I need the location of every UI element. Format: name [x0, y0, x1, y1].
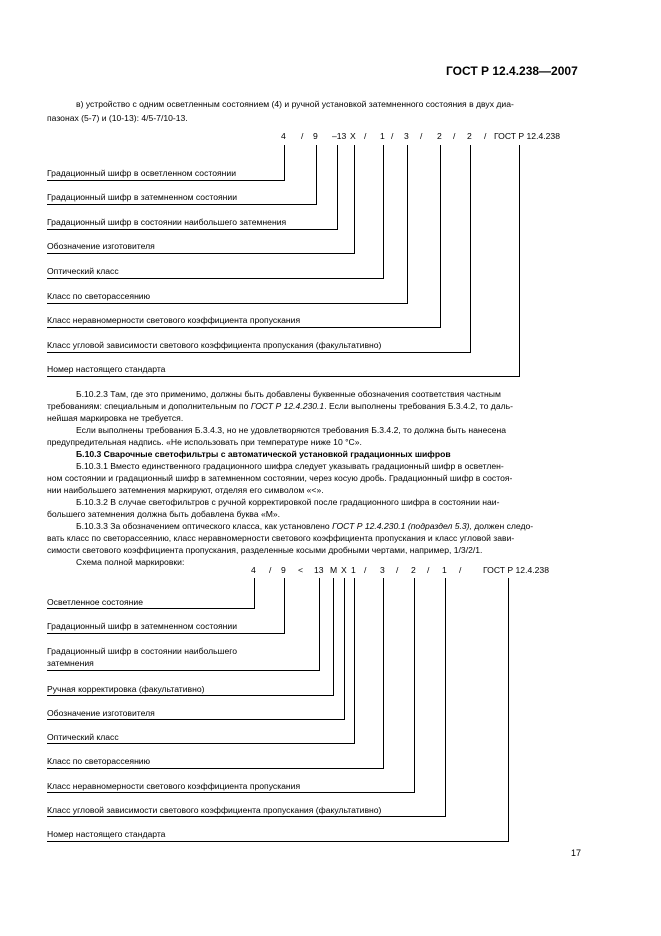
leader-line — [47, 670, 320, 671]
code-char: 2 — [467, 131, 472, 141]
code-char: / — [364, 131, 367, 141]
leader-line — [519, 145, 520, 377]
text: должен следо- — [471, 521, 534, 531]
scheme1-label: Класс угловой зависимости светового коэффициента пропускания (факультативно) — [47, 340, 382, 350]
leader-line — [47, 327, 441, 328]
code-char: M — [330, 565, 338, 575]
paragraph-b1033: симости светового коэффициента пропускания, разделенные косыми дробными чертами, например, 1/3/2/1. — [47, 545, 483, 555]
code-char: / — [364, 565, 367, 575]
leader-line — [383, 145, 384, 279]
leader-line — [47, 352, 471, 353]
paragraph-b1033 — [76, 520, 533, 532]
scheme2-label: Обозначение изготовителя — [47, 708, 155, 718]
code-char: / — [391, 131, 394, 141]
paragraph-b1032: большего затемнения должна быть добавлена буква «М». — [47, 509, 281, 519]
code-char: X — [350, 131, 356, 141]
text: требованиям: специальным и дополнительным по — [47, 401, 251, 411]
code-char: 9 — [281, 565, 286, 575]
leader-line — [337, 145, 338, 230]
leader-line — [47, 229, 338, 230]
paragraph-condition: предупредительная надпись. «Не использовать при температуре ниже 10 °С». — [47, 437, 362, 447]
leader-line — [344, 578, 345, 720]
code-char: –13 — [332, 131, 347, 141]
scheme1-label: Номер настоящего стандарта — [47, 364, 166, 374]
code-char: 4 — [251, 565, 256, 575]
leader-line — [470, 145, 471, 353]
leader-line — [407, 145, 408, 304]
paragraph-b1031: нии наибольшего затемнения маркируют, отделяя его символом «<». — [47, 485, 324, 495]
paragraph-b1033: вать класс по светорассеянию, класс неравномерности светового коэффициента пропускания и класс угловой зави- — [47, 533, 515, 543]
code-char: ГОСТ Р 12.4.238 — [494, 131, 560, 141]
scheme1-label: Класс по светорассеянию — [47, 291, 151, 301]
code-char: ГОСТ Р 12.4.238 — [483, 565, 549, 575]
standard-reference: ГОСТ Р 12.4.230.1 (подраздел 5.3), — [332, 521, 472, 531]
paragraph-b1031: Б.10.3.1 Вместо единственного градационного шифра следует указывать градационный шифр в осветлен- — [76, 461, 504, 471]
code-char: X — [341, 565, 347, 575]
code-char: / — [427, 565, 430, 575]
leader-line — [47, 633, 285, 634]
code-char: 1 — [351, 565, 356, 575]
leader-line — [47, 719, 345, 720]
paragraph-b1023 — [47, 400, 513, 412]
standard-header: ГОСТ Р 12.4.238—2007 — [446, 64, 578, 78]
leader-line — [284, 145, 285, 181]
leader-line — [440, 145, 441, 328]
leader-line — [47, 253, 355, 254]
leader-line — [47, 816, 446, 817]
paragraph-b1032: Б.10.3.2 В случае светофильтров с ручной корректировкой после градационного шифра в состоянии наи- — [76, 497, 500, 507]
scheme1-label: Градационный шифр в затемненном состоянии — [47, 192, 238, 202]
code-char: 4 — [281, 131, 286, 141]
leader-line — [354, 578, 355, 744]
leader-line — [508, 578, 509, 842]
scheme2-label: Градационный шифр в состоянии наибольшего — [47, 646, 237, 656]
standard-reference: ГОСТ Р 12.4.230.1 — [250, 401, 325, 411]
page-number: 17 — [571, 848, 582, 858]
scheme2-label: Номер настоящего стандарта — [47, 829, 166, 839]
section-heading-b103: Б.10.3 Сварочные светофильтры с автоматической установкой градационных шифров — [76, 449, 451, 459]
scheme2-label: Класс неравномерности светового коэффициента пропускания — [47, 781, 301, 791]
leader-line — [47, 792, 415, 793]
leader-line — [47, 180, 285, 181]
intro-line-2: пазонах (5-7) и (10-13): 4/5-7/10-13. — [47, 113, 188, 123]
leader-line — [47, 608, 255, 609]
scheme2-label: Осветленное состояние — [47, 597, 143, 607]
leader-line — [47, 743, 355, 744]
code-char: / — [301, 131, 304, 141]
leader-line — [47, 204, 317, 205]
scheme1-label: Обозначение изготовителя — [47, 241, 155, 251]
scheme2-label: Оптический класс — [47, 732, 119, 742]
code-char: 3 — [404, 131, 409, 141]
scheme1-label: Оптический класс — [47, 266, 119, 276]
code-char: < — [298, 565, 304, 575]
scheme2-label: Класс угловой зависимости светового коэффициента пропускания (факультативно) — [47, 805, 382, 815]
code-char: 2 — [411, 565, 416, 575]
leader-line — [47, 695, 334, 696]
scheme2-label: Ручная корректировка (факультативно) — [47, 684, 205, 694]
code-char: / — [484, 131, 487, 141]
leader-line — [47, 278, 384, 279]
code-char: 3 — [380, 565, 385, 575]
leader-line — [316, 145, 317, 205]
paragraph-b1031: ном состоянии и градационный шифр в затемненном состоянии, через косую дробь. Градационный шифр в состоя- — [47, 473, 513, 483]
scheme2-label: Градационный шифр в затемненном состоянии — [47, 621, 238, 631]
scheme1-label: Класс неравномерности светового коэффициента пропускания — [47, 315, 301, 325]
paragraph-b1023: Б.10.2.3 Там, где это применимо, должны быть добавлены буквенные обозначения соответствия частным — [76, 389, 501, 399]
leader-line — [333, 578, 334, 696]
leader-line — [319, 578, 320, 671]
leader-line — [47, 841, 509, 842]
code-char: 13 — [314, 565, 324, 575]
text: Б.10.3.3 За обозначением оптического класса, как установлено — [76, 521, 333, 531]
code-char: / — [420, 131, 423, 141]
paragraph-condition: Если выполнены требования Б.3.4.3, но не удовлетворяются требования Б.3.4.2, то должна быть нанесена — [76, 425, 506, 435]
scheme2-label: Класс по светорассеянию — [47, 756, 151, 766]
leader-line — [414, 578, 415, 793]
leader-line — [284, 578, 285, 634]
scheme1-label: Градационный шифр в состоянии наибольшего затемнения — [47, 217, 287, 227]
code-char: / — [396, 565, 399, 575]
leader-line — [47, 303, 408, 304]
scheme1-label: Градационный шифр в осветленном состоянии — [47, 168, 237, 178]
leader-line — [47, 376, 520, 377]
text: . Если выполнены требования Б.3.4.2, то даль- — [324, 401, 513, 411]
intro-line-1: в) устройство с одним осветленным состоянием (4) и ручной установкой затемненного состояния в двух диа- — [76, 99, 514, 109]
leader-line — [383, 578, 384, 769]
code-char: 1 — [380, 131, 385, 141]
scheme-title: Схема полной маркировки: — [76, 557, 185, 567]
code-char: / — [269, 565, 272, 575]
code-char: 2 — [437, 131, 442, 141]
scheme2-label: затемнения — [47, 658, 94, 668]
leader-line — [354, 145, 355, 254]
code-char: / — [459, 565, 462, 575]
paragraph-b1023: нейшая маркировка не требуется. — [47, 413, 184, 423]
code-char: 1 — [442, 565, 447, 575]
code-char: 9 — [313, 131, 318, 141]
leader-line — [47, 768, 384, 769]
leader-line — [445, 578, 446, 817]
leader-line — [254, 578, 255, 609]
code-char: / — [453, 131, 456, 141]
